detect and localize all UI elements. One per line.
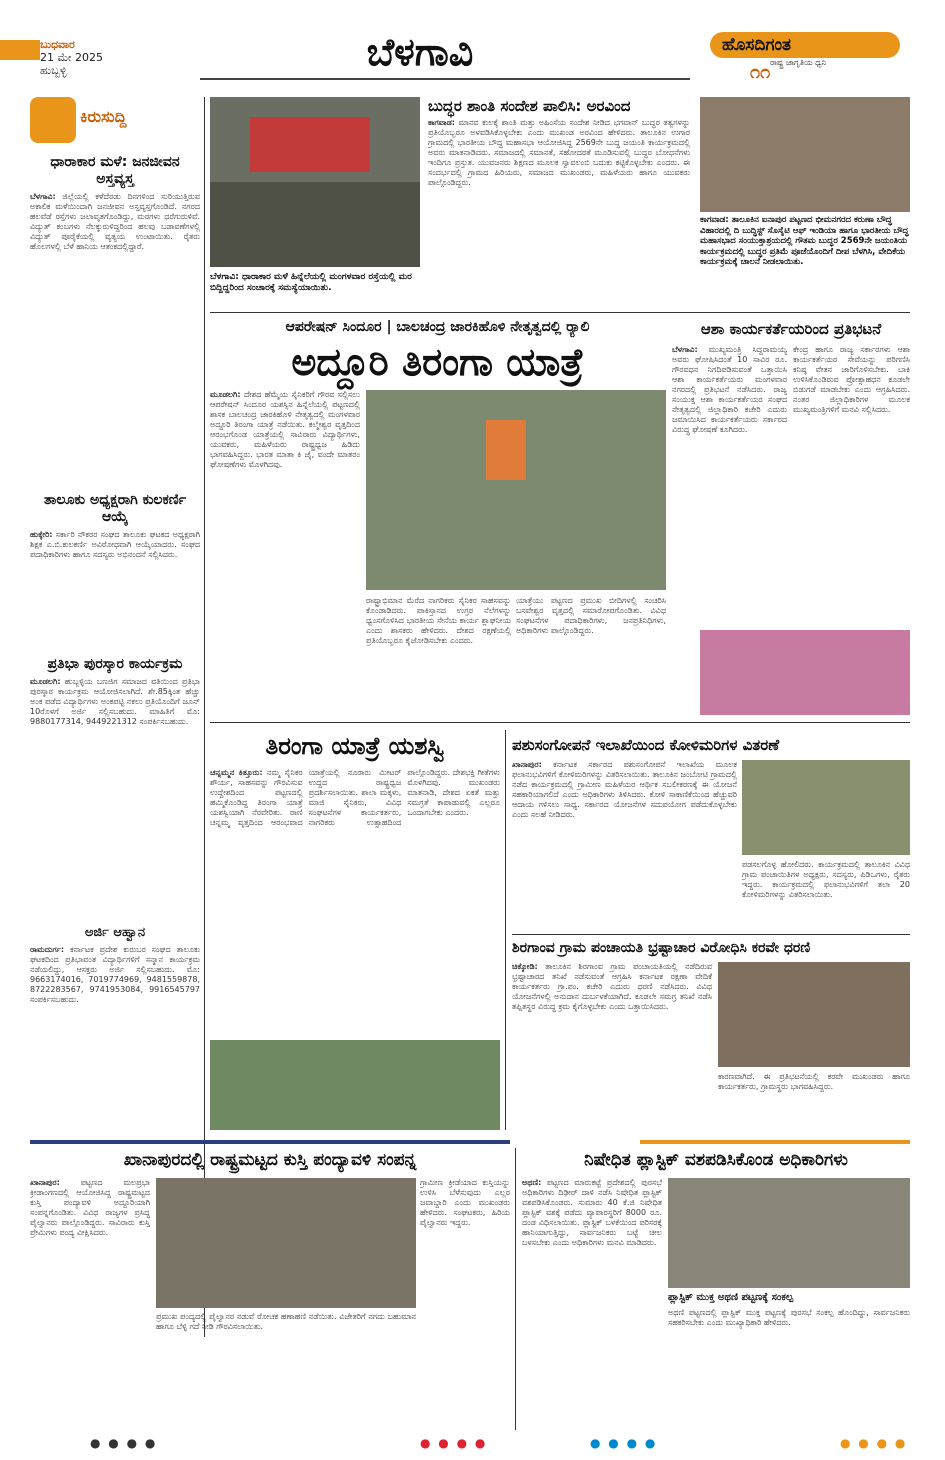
page-number: ೧೧ [750,62,771,83]
brief-title: ತಾಲೂಕು ಅಧ್ಯಕ್ಷರಾಗಿ ಕುಲಕರ್ಣಿ ಆಯ್ಕೆ [44,492,186,525]
plastic-title: ನಿಷೇಧಿತ ಪ್ಲಾಸ್ಟಿಕ್ ವಶಪಡಿಸಿಕೊಂಡ ಅಧಿಕಾರಿಗಳು [584,1150,848,1170]
brief-body: ರಾಮದುರ್ಗ: ಕರ್ನಾಟಕ ಪ್ರದೇಶ ಕುರುಬರ ಸಂಘದ ತಾಲೂಕು ಘಟಕದಿಂದ ಪ್ರತಿಭಾವಂತ ವಿದ್ಯಾರ್ಥಿಗಳಿಗೆ ಸನ್ಮಾನ ಕಾರ್ಯಕ್ರಮ ನಡೆಯಲಿದ್ದು, ಆಸಕ್ತರು ಅರ್ಜಿ ಸಲ್ಲಿಸಬಹುದು. ಮೊ: 9663174016, 7019774969, 9481559878, 8722283567, 9741953084, 9916545797 ಸಂಪರ್ಕಿಸಬಹುದು. [30,945,200,1004]
poultry-title: ಪಶುಸಂಗೋಪನೆ ಇಲಾಖೆಯಿಂದ ಕೋಳಿಮರಿಗಳ ವಿತರಣೆ [512,736,780,754]
shiragaon-caption: ಕಾರಣವಾಗಿದೆ. ಈ ಪ್ರತಿಭಟನೆಯಲ್ಲಿ ಕರವೇ ಮುಖಂಡರು ಹಾಗೂ ಕಾರ್ಯಕರ್ತರು, ಗ್ರಾಮಸ್ಥರು ಭಾಗವಹಿಸಿದ್ದರು. [718,1072,910,1091]
column-rule [505,730,506,1130]
date-label: 21 ಮೇ 2025 [40,51,104,64]
section-rule [210,722,910,723]
tiranga-body-col2: ರಾಷ್ಟ್ರಾಭಿಮಾನ ಮೆರೆದ ನಾಗರಿಕರು ಸೈನಿಕರ ಸಾಹಸವನ್ನು ಕೊಂಡಾಡಿದರು. ಪಾಕಿಸ್ತಾನದ ಉಗ್ರರ ನೆಲೆಗಳನ್ನು ಧ್ವಂಸಗೊಳಿಸಿದ ಭಾರತೀಯ ಸೇನೆಯ ಕಾರ್ಯ ಶ್ಲಾಘನೀಯ ಎಂದು ಶಾಸಕರು ಹೇಳಿದರು. ದೇಶದ ರಕ್ಷಣೆಯಲ್ಲಿ ಪ್ರತಿಯೊಬ್ಬರೂ ಕೈಜೋಡಿಸಬೇಕು ಎಂದರು. [366,596,511,645]
buddha-photo [700,97,910,212]
registration-dots: ● ● ● ● [90,1436,158,1450]
brief-body: ಬೆಳಗಾವಿ: ಜಿಲ್ಲೆಯಲ್ಲಿ ಕಳೆದೆರಡು ದಿನಗಳಿಂದ ಸುರಿಯುತ್ತಿರುವ ಅಕಾಲಿಕ ಮಳೆಯಿಂದಾಗಿ ಜನಜೀವನ ಅಸ್ತವ್ಯಸ್ತಗೊಂಡಿದೆ. ನಗರದ ಹಲವೆಡೆ ರಸ್ತೆಗಳು ಜಲಾವೃತಗೊಂಡಿದ್ದು, ಮರಗಳು ಧರೆಗುರುಳಿವೆ. ವಿದ್ಯುತ್ ಕಂಬಗಳು ನೆಲಕ್ಕುರುಳಿದ್ದರಿಂದ ಹಲವು ಬಡಾವಣೆಗಳಲ್ಲಿ ವಿದ್ಯುತ್ ಪೂರೈಕೆಯಲ್ಲಿ ವ್ಯತ್ಯಯ ಉಂಟಾಯಿತು. ರೈತರು ಹೊಲಗಳಲ್ಲಿ ಬೆಳೆ ಹಾನಿಯ ಆತಂಕದಲ್ಲಿದ್ದಾರೆ. [30,192,200,251]
registration-dots: ● ● ● ● [420,1436,488,1450]
brief-title: ಅರ್ಜಿ ಆಹ್ವಾನ [84,925,146,940]
buddha-body: ಕಾಗವಾಡ: ಮಾನವ ಕುಲಕ್ಕೆ ಶಾಂತಿ ಮತ್ತು ಅಹಿಂಸೆಯ ಸಂದೇಶ ನೀಡಿದ ಭಗವಾನ್ ಬುದ್ಧರ ತತ್ವಗಳನ್ನು ಪ್ರತಿಯೊಬ್ಬರೂ ಅಳವಡಿಸಿಕೊಳ್ಳಬೇಕು ಎಂದು ಮುಖಂಡ ಅರವಿಂದ ಹೇಳಿದರು. ತಾಲೂಕಿನ ಉಗಾರ ಗ್ರಾಮದಲ್ಲಿ ಭಾರತೀಯ ಬೌದ್ಧ ಮಹಾಸಭಾ ಆಯೋಜಿಸಿದ್ದ 2569ನೇ ಬುದ್ಧ ಜಯಂತಿ ಕಾರ್ಯಕ್ರಮದಲ್ಲಿ ಅವರು ಮಾತನಾಡಿದರು. ಸಮಾಜದಲ್ಲಿ ಸಮಾನತೆ, ಸಹೋದರತೆ ಮೂಡಿಸುವಲ್ಲಿ ಬುದ್ಧರ ಬೋಧನೆಗಳು ಇಂದಿಗೂ ಪ್ರಸ್ತುತ. ಯುವಜನರು ಶಿಕ್ಷಣದ ಮೂಲಕ ಸ್ವಾವಲಂಬಿ ಬದುಕು ಕಟ್ಟಿಕೊಳ್ಳಬೇಕು ಎಂದರು. ಈ ಸಂದರ್ಭದಲ್ಲಿ ಗ್ರಾಮದ ಹಿರಿಯರು, ಸಮಾಜದ ಮುಖಂಡರು, ಮಹಿಳೆಯರು ಹಾಗೂ ಯುವಕರು ಪಾಲ್ಗೊಂಡಿದ್ದರು. [428,118,690,187]
kirusuddi-header [30,97,200,147]
yashasvi-title: ತಿರಂಗಾ ಯಾತ್ರೆ ಯಶಸ್ವಿ [265,732,445,760]
brief-body: ಮೂಡಲಗಿ: ಹುಬ್ಬಳ್ಳಿಯ ಬಣಜಿಗ ಸಮಾಜದ ವತಿಯಿಂದ ಪ್ರತಿಭಾ ಪುರಸ್ಕಾರ ಕಾರ್ಯಕ್ರಮ ಆಯೋಜಿಸಲಾಗಿದೆ. ಶೇ.85ಕ್ಕಿಂತ ಹೆಚ್ಚು ಅಂಕ ಪಡೆದ ವಿದ್ಯಾರ್ಥಿಗಳು ಅಂಕಪಟ್ಟಿ ನಕಲು ಪ್ರತಿಯೊಂದಿಗೆ ಜೂನ್ 10ರೊಳಗೆ ಅರ್ಜಿ ಸಲ್ಲಿಸಬಹುದು. ಮಾಹಿತಿಗೆ ಮೊ: 9880177314, 9449221312 ಸಂಪರ್ಕಿಸಬಹುದು. [30,677,200,726]
orange-tab [0,40,40,60]
yashasvi-photo [210,1040,500,1130]
asha-title: ಆಶಾ ಕಾರ್ಯಕರ್ತೆಯರಿಂದ ಪ್ರತಿಭಟನೆ [700,320,882,338]
wrestling-body-col2: ಪ್ರಮುಖ ಪಂದ್ಯದಲ್ಲಿ ಪೈಲ್ವಾನರ ನಡುವೆ ರೋಚಕ ಹಣಾಹಣಿ ನಡೆಯಿತು. ವಿಜೇತರಿಗೆ ನಗದು ಬಹುಮಾನ ಹಾಗೂ ಬೆಳ್ಳಿ ಗದೆ ನೀಡಿ ಗೌರವಿಸಲಾಯಿತು. [156,1312,416,1331]
hand-icon [30,97,76,143]
section-rule [210,312,910,313]
plastic-body: ಅಥಣಿ: ಪಟ್ಟಣದ ಮಾರುಕಟ್ಟೆ ಪ್ರದೇಶದಲ್ಲಿ ಪುರಸಭೆ ಅಧಿಕಾರಿಗಳು ದಿಢೀರ್ ದಾಳಿ ನಡೆಸಿ ನಿಷೇಧಿತ ಪ್ಲಾಸ್ಟಿಕ್ ವಶಪಡಿಸಿಕೊಂಡರು. ಸುಮಾರು 40 ಕೆ.ಜಿ ನಿಷೇಧಿತ ಪ್ಲಾಸ್ಟಿಕ್ ವಶಕ್ಕೆ ಪಡೆದು ವ್ಯಾಪಾರಸ್ಥರಿಗೆ 8000 ರೂ. ದಂಡ ವಿಧಿಸಲಾಯಿತು. ಪ್ಲಾಸ್ಟಿಕ್ ಬಳಕೆಯಿಂದ ಪರಿಸರಕ್ಕೆ ಹಾನಿಯಾಗುತ್ತಿದ್ದು, ಸಾರ್ವಜನಿಕರು ಬಟ್ಟೆ ಚೀಲ ಬಳಸಬೇಕು ಎಂದು ಅಧಿಕಾರಿಗಳು ಮನವಿ ಮಾಡಿದರು. [522,1178,662,1247]
newspaper-logo [710,32,900,83]
yashasvi-body: ಚನ್ನಮ್ಮನ ಕಿತ್ತೂರು: ನಮ್ಮ ಸೈನಿಕರ ಶೌರ್ಯ, ಸಾಹಸವನ್ನು ಗೌರವಿಸುವ ಉದ್ದೇಶದಿಂದ ಪಟ್ಟಣದಲ್ಲಿ ಹಮ್ಮಿಕೊಂಡಿದ್ದ ತಿರಂಗಾ ಯಾತ್ರೆ ಯಶಸ್ವಿಯಾಗಿ ನೆರವೇರಿತು. ರಾಣಿ ಚನ್ನಮ್ಮ ವೃತ್ತದಿಂದ ಆರಂಭವಾದ ಯಾತ್ರೆಯಲ್ಲಿ ನೂರಾರು ಮೀಟರ್ ಉದ್ದದ ರಾಷ್ಟ್ರಧ್ವಜ ಪ್ರದರ್ಶಿಸಲಾಯಿತು. ಶಾಲಾ ಮಕ್ಕಳು, ಮಾಜಿ ಸೈನಿಕರು, ವಿವಿಧ ಸಂಘಟನೆಗಳ ಕಾರ್ಯಕರ್ತರು, ನಾಗರಿಕರು ಉತ್ಸಾಹದಿಂದ ಪಾಲ್ಗೊಂಡಿದ್ದರು. ದೇಶಭಕ್ತಿ ಗೀತೆಗಳು ಮೊಳಗಿದವು. ಮುಖಂಡರು ಮಾತನಾಡಿ, ದೇಶದ ಏಕತೆ ಮತ್ತು ಸಮಗ್ರತೆ ಕಾಪಾಡುವಲ್ಲಿ ಎಲ್ಲರೂ ಒಂದಾಗಬೇಕು ಎಂದರು. [210,768,500,827]
wrestling-body-col1: ಖಾನಾಪುರ: ಪಟ್ಟಣದ ಮಲಪ್ರಭಾ ಕ್ರೀಡಾಂಗಣದಲ್ಲಿ ಆಯೋಜಿಸಿದ್ದ ರಾಷ್ಟ್ರಮಟ್ಟದ ಕುಸ್ತಿ ಪಂದ್ಯಾವಳಿ ಅದ್ದೂರಿಯಾಗಿ ಸಂಪನ್ನಗೊಂಡಿತು. ವಿವಿಧ ರಾಜ್ಯಗಳ ಪ್ರಸಿದ್ಧ ಪೈಲ್ವಾನರು ಪಾಲ್ಗೊಂಡಿದ್ದರು. ಸಾವಿರಾರು ಕುಸ್ತಿ ಪ್ರೇಮಿಗಳು ಪಂದ್ಯ ವೀಕ್ಷಿಸಿದರು. [30,1178,150,1237]
brief-body: ಹುಕ್ಕೇರಿ: ಸರ್ಕಾರಿ ನೌಕರರ ಸಂಘದ ತಾಲೂಕು ಘಟಕದ ಅಧ್ಯಕ್ಷರಾಗಿ ಶಿಕ್ಷಕ ಎ.ಬಿ.ಕುಲಕರ್ಣಿ ಅವಿರೋಧವಾಗಿ ಆಯ್ಕೆಯಾದರು. ಸಂಘದ ಪದಾಧಿಕಾರಿಗಳು ಹಾಗೂ ಸದಸ್ಯರು ಅಭಿನಂದನೆ ಸಲ್ಲಿಸಿದರು. [30,530,200,559]
city-label: ಹುಬ್ಬಳ್ಳಿ [40,64,67,77]
buddha-caption: ಕಾಗವಾಡ: ತಾಲೂಕಿನ ಐನಾಪುರ ಪಟ್ಟಣದ ಭೀಮನಗರದ ಕರುಣಾ ಬೌದ್ಧ ವಿಹಾರದಲ್ಲಿ ದಿ ಬುದ್ಧಿಸ್ಟ್ ಸೊಸೈಟಿ ಆಫ್ ಇಂಡಿಯಾ ಹಾಗೂ ಭಾರತೀಯ ಬೌದ್ಧ ಮಹಾಸಭಾದ ಸಂಯುಕ್ತಾಶ್ರಯದಲ್ಲಿ ಗೌತಮ ಬುದ್ಧರ 2569ನೇ ಜಯಂತಿಯ ಕಾರ್ಯಕ್ರಮದಲ್ಲಿ ಬುದ್ಧರ ಪ್ರತಿಮೆ ಪೂಜೆಯೊಂದಿಗೆ ದೀಪ ಬೆಳಗಿಸಿ, ವೇದಿಕೆಯ ಕಾರ್ಯಕ್ರಮಕ್ಕೆ ಚಾಲನೆ ನೀಡಲಾಯಿತು. [700,215,909,267]
brief-title: ಪ್ರತಿಭಾ ಪುರಸ್ಕಾರ ಕಾರ್ಯಕ್ರಮ [47,656,183,672]
column-rule [515,1148,516,1430]
brief-title: ಧಾರಾಕಾರ ಮಳೆ: ಜನಜೀವನ ಅಸ್ತವ್ಯಸ್ತ [50,154,180,187]
shiragaon-title: ಶಿರಗಾಂವ ಗ್ರಾಮ ಪಂಚಾಯತಿ ಭ್ರಷ್ಟಾಚಾರ ವಿರೋಧಿಸಿ ಕರವೇ ಧರಣಿ [512,940,811,956]
bus-photo [210,97,420,267]
asha-body-col1: ಬೆಳಗಾವಿ: ಮುಖ್ಯಮಂತ್ರಿ ಸಿದ್ದರಾಮಯ್ಯ ಅವರು ಘೋಷಿಸಿದಂತೆ 10 ಸಾವಿರ ರೂ. ಗೌರವಧನ ನಿಗದಿಪಡಿಸುವಂತೆ ಒತ್ತಾಯಿಸಿ ಆಶಾ ಕಾರ್ಯಕರ್ತೆಯರು ಮಂಗಳವಾರ ನಗರದಲ್ಲಿ ಪ್ರತಿಭಟನೆ ನಡೆಸಿದರು. ರಾಜ್ಯ ಸಂಯುಕ್ತ ಆಶಾ ಕಾರ್ಯಕರ್ತೆಯರ ಸಂಘದ ನೇತೃತ್ವದಲ್ಲಿ ಜಿಲ್ಲಾಧಿಕಾರಿ ಕಚೇರಿ ಎದುರು ಜಮಾಯಿಸಿದ ಕಾರ್ಯಕರ್ತೆಯರು ಸರ್ಕಾರದ ವಿರುದ್ಧ ಘೋಷಣೆ ಕೂಗಿದರು. [672,345,787,434]
bus-caption: ಬೆಳಗಾವಿ: ಧಾರಾಕಾರ ಮಳೆ ಹಿನ್ನೆಲೆಯಲ್ಲಿ ಮಂಗಳವಾರ ರಸ್ತೆಯಲ್ಲಿ ಮರ ಬಿದ್ದಿದ್ದರಿಂದ ಸಂಚಾರಕ್ಕೆ ಸಮಸ್ಯೆಯಾಯಿತು. [210,272,412,293]
poultry-caption: ಪಡಸಲಗೊಳ್ಳ ಹೋಲಿದರು. ಕಾರ್ಯಕ್ರಮದಲ್ಲಿ ತಾಲೂಕಿನ ವಿವಿಧ ಗ್ರಾಮ ಪಂಚಾಯಿತಿಗಳ ಅಧ್ಯಕ್ಷರು, ಸದಸ್ಯರು, ಪಿಡಿಒಗಳು, ರೈತರು ಇದ್ದರು. ಕಾರ್ಯಕ್ರಮದಲ್ಲಿ ಫಲಾನುಭವಿಗಳಿಗೆ ತಲಾ 20 ಕೋಳಿಮರಿಗಳನ್ನು ವಿತರಿಸಲಾಯಿತು. [742,860,910,899]
tagline: ರಾಷ್ಟ್ರ ಜಾಗೃತಿಯ ಧ್ವನಿ [770,58,827,67]
brand-name: ಹೊಸದಿಗಂತ [722,35,792,55]
asha-photo [700,630,910,715]
kirusuddi-label: ಕಿರುಸುದ್ದಿ [80,107,127,126]
plastic-photo [668,1178,910,1288]
orange-bar [640,1140,910,1144]
poultry-body: ಖಾನಾಪುರ: ಕರ್ನಾಟಕ ಸರ್ಕಾರದ ಪಶುಸಂಗೋಪನೆ ಇಲಾಖೆಯ ಮೂಲಕ ಫಲಾನುಭವಿಗಳಿಗೆ ಕೋಳಿಮರಿಗಳನ್ನು ವಿತರಿಸಲಾಯಿತು. ತಾಲೂಕಿನ ಜಂಬೋಟಿ ಗ್ರಾಮದಲ್ಲಿ ನಡೆದ ಕಾರ್ಯಕ್ರಮದಲ್ಲಿ ಗ್ರಾಮೀಣ ಮಹಿಳೆಯರ ಆರ್ಥಿಕ ಸಬಲೀಕರಣಕ್ಕೆ ಈ ಯೋಜನೆ ಸಹಕಾರಿಯಾಗಲಿದೆ ಎಂದು ಅಧಿಕಾರಿಗಳು ತಿಳಿಸಿದರು. ಕೋಳಿ ಸಾಕಾಣಿಕೆಯಿಂದ ಹೆಚ್ಚುವರಿ ಆದಾಯ ಗಳಿಸಲು ಸಾಧ್ಯ. ಸರ್ಕಾರದ ಯೋಜನೆಗಳ ಸದುಪಯೋಗ ಪಡೆದುಕೊಳ್ಳಬೇಕು ಎಂದು ಸಲಹೆ ನೀಡಿದರು. [512,760,737,819]
section-rule [512,934,910,935]
asha-body-col2: ಕೇಂದ್ರ ಹಾಗೂ ರಾಜ್ಯ ಸರ್ಕಾರಗಳು ಆಶಾ ಕಾರ್ಯಕರ್ತೆಯರ ಸೇವೆಯನ್ನು ಪರಿಗಣಿಸಿ ಕನಿಷ್ಠ ವೇತನ ಜಾರಿಗೊಳಿಸಬೇಕು. ಬಾಕಿ ಉಳಿಸಿಕೊಂಡಿರುವ ಪ್ರೋತ್ಸಾಹಧನ ಕೂಡಲೇ ಬಿಡುಗಡೆ ಮಾಡಬೇಕು ಎಂದು ಆಗ್ರಹಿಸಿದರು. ನಂತರ ಜಿಲ್ಲಾಧಿಕಾರಿಗಳ ಮೂಲಕ ಮುಖ್ಯಮಂತ್ರಿಗಳಿಗೆ ಮನವಿ ಸಲ್ಲಿಸಿದರು. [793,345,910,414]
plastic-caption: ಅಥಣಿ ಪಟ್ಟಣದಲ್ಲಿ ಪ್ಲಾಸ್ಟಿಕ್ ಮುಕ್ತ ಪಟ್ಟಣಕ್ಕೆ ಪುರಸಭೆ ಸಂಕಲ್ಪ ಹೊಂದಿದ್ದು, ಸಾರ್ವಜನಿಕರು ಸಹಕರಿಸಬೇಕು ಎಂದು ಮುಖ್ಯಾಧಿಕಾರಿ ಹೇಳಿದರು. [668,1308,910,1327]
tiranga-body-col1: ಮೂಡಲಗಿ: ದೇಶದ ಹೆಮ್ಮೆಯ ಸೈನಿಕರಿಗೆ ಗೌರವ ಸಲ್ಲಿಸಲು ಆಪರೇಷನ್ ಸಿಂದೂರ ಯಶಸ್ಸಿನ ಹಿನ್ನೆಲೆಯಲ್ಲಿ ಪಟ್ಟಣದಲ್ಲಿ ಶಾಸಕ ಬಾಲಚಂದ್ರ ಜಾರಕಿಹೊಳಿ ನೇತೃತ್ವದಲ್ಲಿ ಮಂಗಳವಾರ ಅದ್ದೂರಿ ತಿರಂಗಾ ಯಾತ್ರೆ ನಡೆಯಿತು. ಕಲ್ಮೇಶ್ವರ ವೃತ್ತದಿಂದ ಆರಂಭಗೊಂಡ ಯಾತ್ರೆಯಲ್ಲಿ ಸಾವಿರಾರು ವಿದ್ಯಾರ್ಥಿಗಳು, ಯುವಕರು, ಮಹಿಳೆಯರು ರಾಷ್ಟ್ರಧ್ವಜ ಹಿಡಿದು ಭಾಗವಹಿಸಿದ್ದರು. ಭಾರತ ಮಾತಾ ಕಿ ಜೈ, ವಂದೇ ಮಾತರಂ ಘೋಷಣೆಗಳು ಮೊಳಗಿದವು. [210,390,360,469]
masthead-rule [200,78,690,80]
tiranga-kicker: ಆಪರೇಷನ್ ಸಿಂದೂರ | ಬಾಲಚಂದ್ರ ಜಾರಕಿಹೊಳಿ ನೇತೃತ್ವದಲ್ಲಿ ರ‍್ಯಾಲಿ [285,319,590,335]
buddha-title: ಬುದ್ಧರ ಶಾಂತಿ ಸಂದೇಶ ಪಾಲಿಸಿ: ಅರವಿಂದ [428,97,631,115]
poultry-photo [742,760,910,855]
wrestling-body-col3: ಗ್ರಾಮೀಣ ಕ್ರೀಡೆಯಾದ ಕುಸ್ತಿಯನ್ನು ಉಳಿಸಿ ಬೆಳೆಸುವುದು ಎಲ್ಲರ ಜವಾಬ್ದಾರಿ ಎಂದು ಮುಖಂಡರು ಹೇಳಿದರು. ಸಂಘಟಕರು, ಹಿರಿಯ ಪೈಲ್ವಾನರು ಇದ್ದರು. [420,1178,510,1227]
registration-dots: ● ● ● ● [840,1436,908,1450]
registration-dots: ● ● ● ● [590,1436,658,1450]
day-label: ಬುಧವಾರ [40,38,75,51]
shiragaon-body: ಚಿಕ್ಕೋಡಿ: ತಾಲೂಕಿನ ಶಿರಗಾಂವ ಗ್ರಾಮ ಪಂಚಾಯತಿಯಲ್ಲಿ ನಡೆದಿರುವ ಭ್ರಷ್ಟಾಚಾರದ ತನಿಖೆ ನಡೆಸುವಂತೆ ಆಗ್ರಹಿಸಿ ಕರ್ನಾಟಕ ರಕ್ಷಣಾ ವೇದಿಕೆ ಕಾರ್ಯಕರ್ತರು ಗ್ರಾ.ಪಂ. ಕಚೇರಿ ಎದುರು ಧರಣಿ ನಡೆಸಿದರು. ವಿವಿಧ ಯೋಜನೆಗಳಲ್ಲಿ ಅನುದಾನ ದುರ್ಬಳಕೆಯಾಗಿದೆ. ಕೂಡಲೇ ಸಮಗ್ರ ತನಿಖೆ ನಡೆಸಿ ತಪ್ಪಿತಸ್ಥರ ವಿರುದ್ಧ ಕ್ರಮ ಕೈಗೊಳ್ಳಬೇಕು ಎಂದು ಒತ್ತಾಯಿಸಿದರು. [512,962,712,1011]
wrestling-title: ಖಾನಾಪುರದಲ್ಲಿ ರಾಷ್ಟ್ರಮಟ್ಟದ ಕುಸ್ತಿ ಪಂದ್ಯಾವಳಿ ಸಂಪನ್ನ [123,1150,417,1170]
shiragaon-photo [718,962,910,1067]
plastic-caption-title: ಪ್ಲಾಸ್ಟಿಕ್ ಮುಕ್ತ ಅಥಣಿ ಪಟ್ಟಣಕ್ಕೆ ಸಂಕಲ್ಪ [668,1292,794,1303]
section-title: ಬೆಳಗಾವಿ [366,30,474,74]
date-block [40,38,130,77]
wrestling-photo [156,1178,416,1308]
tiranga-body-col3: ಯಾತ್ರೆಯು ಪಟ್ಟಣದ ಪ್ರಮುಖ ಬೀದಿಗಳಲ್ಲಿ ಸಂಚರಿಸಿ ಬಸವೇಶ್ವರ ವೃತ್ತದಲ್ಲಿ ಸಮಾರೋಪಗೊಂಡಿತು. ವಿವಿಧ ಸಂಘಟನೆಗಳ ಪದಾಧಿಕಾರಿಗಳು, ಜನಪ್ರತಿನಿಧಿಗಳು, ಅಧಿಕಾರಿಗಳು ಪಾಲ್ಗೊಂಡಿದ್ದರು. [516,596,666,635]
blue-bar [30,1140,510,1144]
tiranga-photo [366,390,666,590]
tiranga-headline: ಅದ್ದೂರಿ ತಿರಂಗಾ ಯಾತ್ರೆ [291,340,584,384]
bus-shape [250,117,370,172]
